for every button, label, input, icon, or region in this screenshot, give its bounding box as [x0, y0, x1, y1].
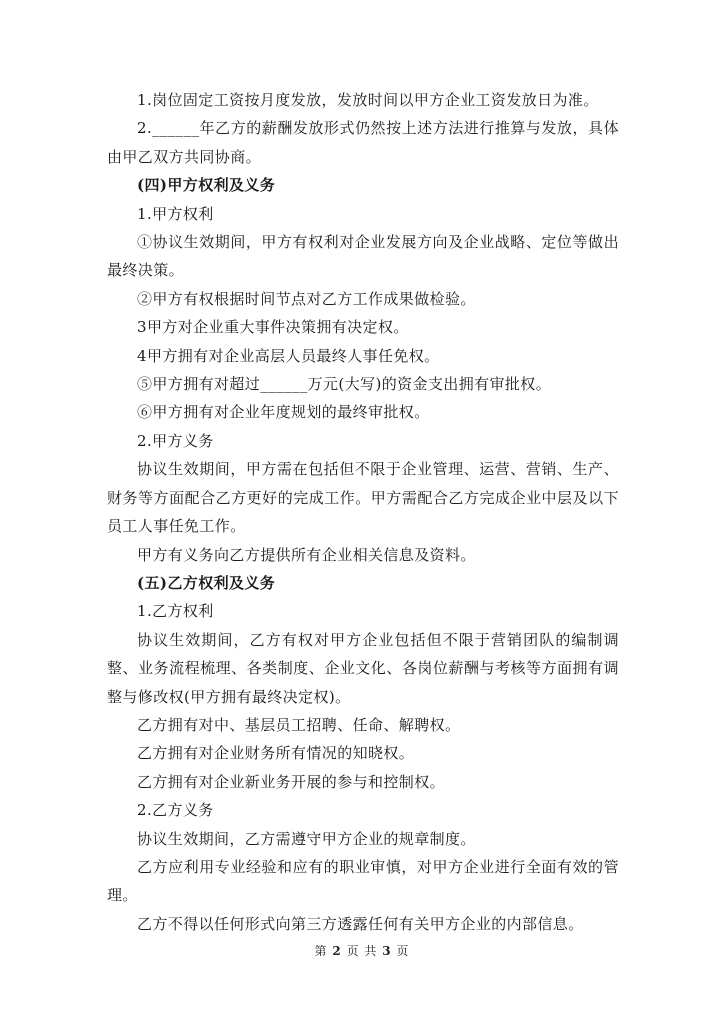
paragraph: 乙方拥有对企业财务所有情况的知晓权。 [137, 744, 415, 763]
footer-middle: 页 共 [346, 944, 378, 958]
paragraph: ⑤甲方拥有对超过______万元(大写)的资金支出拥有审批权。 [137, 375, 552, 394]
paragraph: 协议生效期间，乙方有权对甲方企业包括但不限于营销团队的编制调整、业务流程梳理、各类制度、企业文化、各岗位薪酬与考核等方面拥有调整与修改权(甲方拥有最终决定权)。 [107, 630, 619, 706]
paragraph: ①协议生效期间，甲方有权利对企业发展方向及企业战略、定位等做出最终决策。 [107, 233, 619, 280]
paragraph: 乙方不得以任何形式向第三方透露任何有关甲方企业的内部信息。 [137, 914, 584, 933]
document-body [107, 86, 619, 938]
footer-suffix: 页 [396, 944, 410, 958]
subsection-title: 1.乙方权利 [137, 602, 214, 621]
section-heading: (五)乙方权利及义务 [137, 573, 276, 592]
subsection-title: 1.甲方权利 [137, 204, 214, 223]
paragraph: 乙方拥有对企业新业务开展的参与和控制权。 [137, 772, 446, 791]
section-heading: (四)甲方权利及义务 [137, 176, 276, 195]
paragraph: 协议生效期间，乙方需遵守甲方企业的规章制度。 [137, 829, 476, 848]
paragraph: 3甲方对企业重大事件决策拥有决定权。 [137, 318, 409, 337]
total-pages-number: 3 [382, 944, 392, 958]
paragraph: ⑥甲方拥有对企业年度规划的最终审批权。 [137, 403, 430, 422]
paragraph: 4甲方拥有对企业高层人员最终人事任免权。 [137, 346, 440, 365]
paragraph: ②甲方有权根据时间节点对乙方工作成果做检验。 [137, 289, 476, 308]
paragraph: 甲方有义务向乙方提供所有企业相关信息及资料。 [137, 545, 476, 564]
paragraph: 乙方拥有对中、基层员工招聘、任命、解聘权。 [137, 715, 461, 734]
subsection-title: 2.乙方义务 [137, 801, 214, 820]
current-page-number: 2 [332, 944, 342, 958]
paragraph: 乙方应利用专业经验和应有的职业审慎，对甲方企业进行全面有效的管理。 [107, 857, 619, 905]
page-footer [0, 942, 724, 959]
paragraph: 1.岗位固定工资按月度发放，发放时间以甲方企业工资发放日为准。 [137, 91, 599, 109]
subsection-title: 2.甲方义务 [137, 431, 214, 450]
paragraph: 协议生效期间，甲方需在包括但不限于企业管理、运营、营销、生产、财务等方面配合乙方更好的完成工作。甲方需配合乙方完成企业中层及以下员工人事任免工作。 [107, 460, 619, 536]
footer-prefix: 第 [314, 944, 328, 958]
paragraph: 2.______年乙方的薪酬发放形式仍然按上述方法进行推算与发放，具体由甲乙双方共同协商。 [107, 119, 619, 166]
